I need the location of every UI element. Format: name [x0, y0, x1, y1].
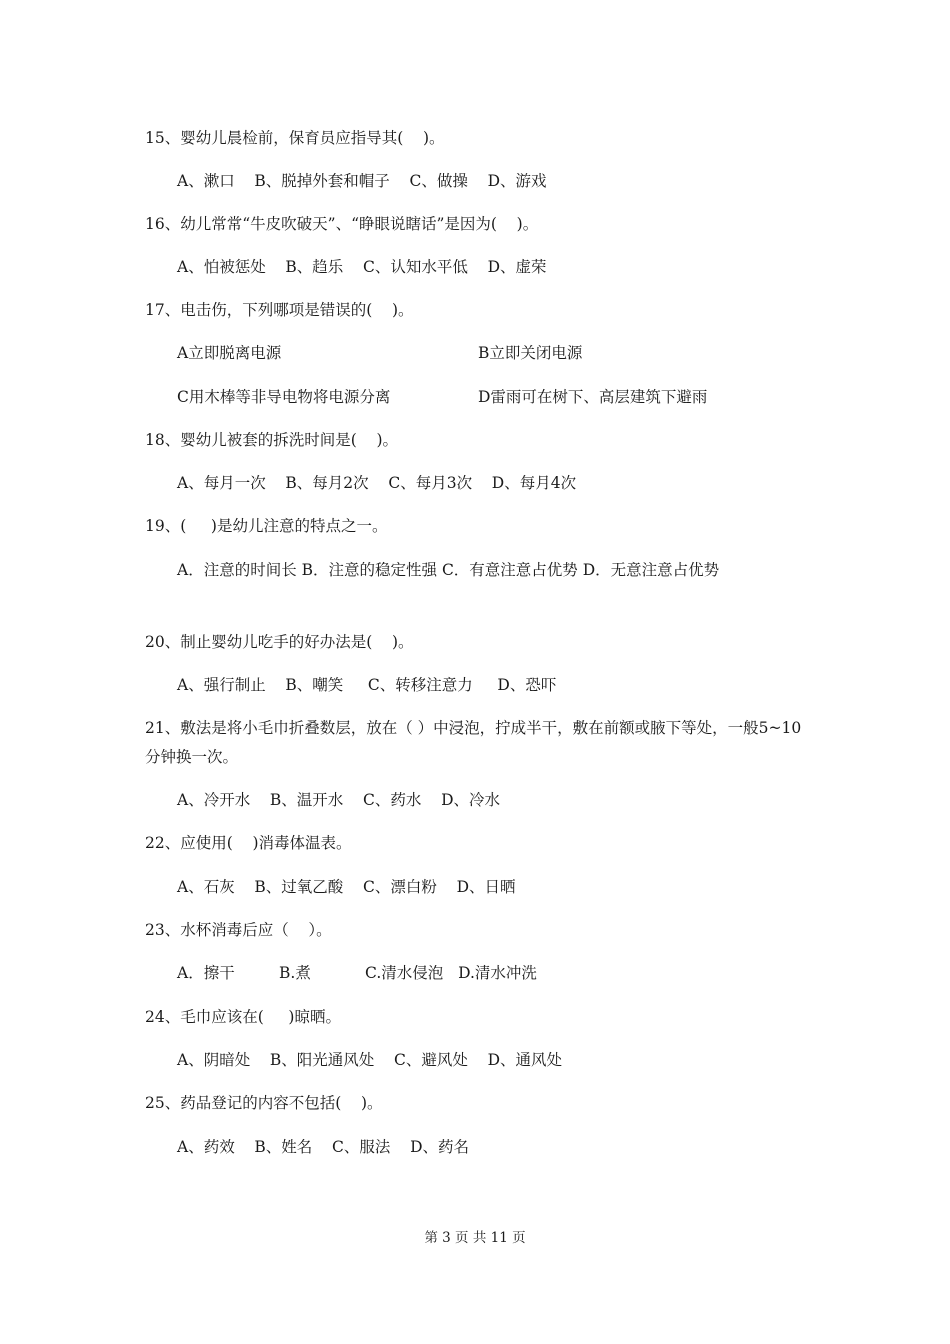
- question-16: 16、幼儿常常“牛皮吹破天”、“睁眼说瞎话”是因为( )。: [145, 215, 539, 233]
- question-17-option-d: D雷雨可在树下、高层建筑下避雨: [478, 388, 708, 406]
- question-25: 25、药品登记的内容不包括( )。: [145, 1094, 383, 1112]
- question-16-options: A、怕被惩处 B、趋乐 C、认知水平低 D、虚荣: [177, 258, 547, 276]
- question-19-options: A．注意的时间长 B．注意的稳定性强 C．有意注意占优势 D．无意注意占优势: [177, 561, 720, 579]
- question-15-options: A、漱口 B、脱掉外套和帽子 C、做操 D、游戏: [177, 172, 547, 190]
- question-17-option-c: C用木棒等非导电物将电源分离: [177, 388, 391, 406]
- question-17-option-a: A立即脱离电源: [177, 344, 282, 362]
- question-20-options: A、强行制止 B、嘲笑 C、转移注意力 D、恐吓: [177, 676, 557, 694]
- question-18: 18、婴幼儿被套的拆洗时间是( )。: [145, 431, 399, 449]
- question-19: 19、( )是幼儿注意的特点之一。: [145, 517, 388, 535]
- question-25-options: A、药效 B、姓名 C、服法 D、药名: [177, 1138, 469, 1156]
- question-22: 22、应使用( )消毒体温表。: [145, 834, 352, 852]
- question-15: 15、婴幼儿晨检前，保育员应指导其( )。: [145, 129, 445, 147]
- page-footer: 第 3 页 共 11 页: [424, 1230, 526, 1246]
- question-24-options: A、阴暗处 B、阳光通风处 C、避风处 D、通风处: [177, 1051, 562, 1069]
- question-22-options: A、石灰 B、过氧乙酸 C、漂白粉 D、日晒: [177, 878, 516, 896]
- question-24: 24、毛巾应该在( )晾晒。: [145, 1008, 341, 1026]
- question-18-options: A、每月一次 B、每月2次 C、每月3次 D、每月4次: [177, 474, 577, 492]
- question-17: 17、电击伤，下列哪项是错误的( )。: [145, 301, 414, 319]
- question-21-options: A、冷开水 B、温开水 C、药水 D、冷水: [177, 791, 500, 809]
- question-23-options: A．擦干 B.煮 C.清水侵泡 D.清水冲洗: [177, 964, 537, 982]
- question-17-option-b: B立即关闭电源: [478, 344, 583, 362]
- question-21: 21、敷法是将小毛巾折叠数层，放在（ ）中浸泡，拧成半干，敷在前额或腋下等处，一般5~10分钟换一次。: [145, 719, 802, 766]
- question-20: 20、制止婴幼儿吃手的好办法是( )。: [145, 633, 414, 651]
- question-23: 23、水杯消毒后应（ ）。: [145, 921, 332, 939]
